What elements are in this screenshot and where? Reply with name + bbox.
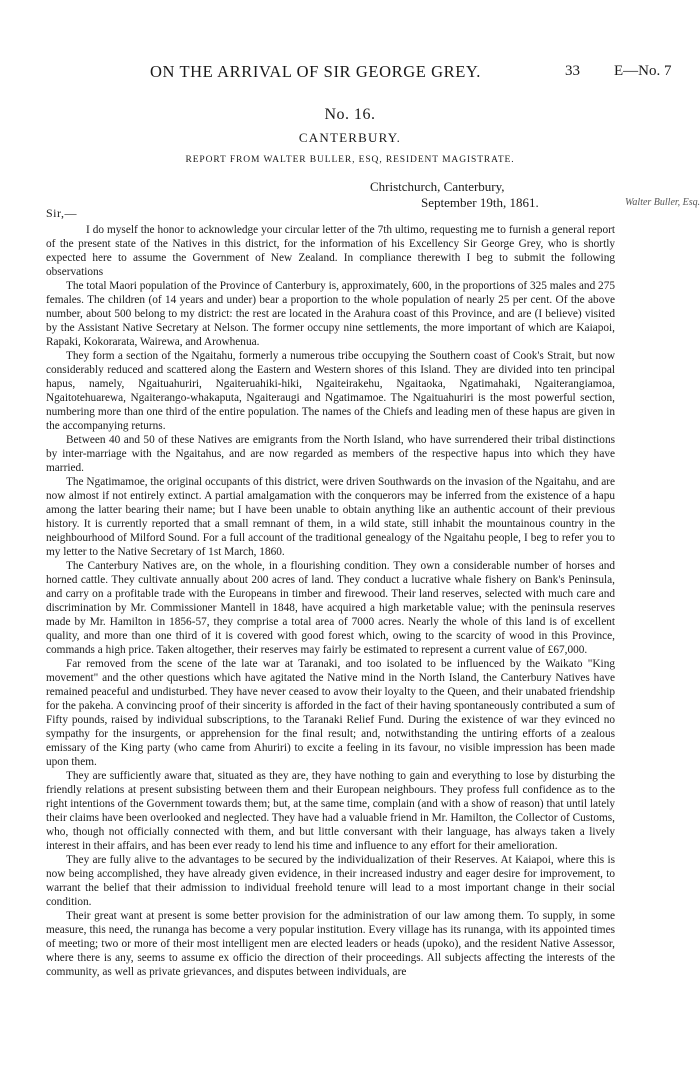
paragraph: They are fully alive to the advantages to be secured by the individualization of their Reserves. At Kaiapoi, where this is now being accomplished, they have already given evidence, in their increased industry and eager desire for improvement, to warrant the belief that their admission to individual freehold tenure will lead to a most important change in their social condition. (46, 854, 615, 908)
dateline-place: Christchurch, Canterbury, (370, 179, 505, 194)
paragraph: The total Maori population of the Province of Canterbury is, approximately, 600, in the proportions of 325 males and 275 females. The children (of 14 years and under) bear a proportion to the whole population of nearly 25 per cent. Of the above number, about 500 belong to my district: the rest are located in the Arahura coast of this Province, and are (I believe) visited by the Assistant Native Secretary at Nelson. The former occupy nine settlements, the more important of which are Kaiapoi, Rapaki, Kokorarata, Wairewa, and Arowhenua. (46, 280, 615, 348)
document-code: E—No. 7 (614, 63, 672, 79)
place-heading: CANTERBURY. (298, 130, 402, 145)
paragraph: Their great want at present is some better provision for the administration of our law among them. To supply, in some measure, this need, the runanga has become a very popular institution. Every village has its runanga, with its appointed times of meeting; two or more of their most intelligent men are elected leaders or heads (upoko), and the resident Native Assessor, where there is any, seems to assume ex officio the direction of their proceedings. All subjects affecting the interests of the community, as well as private grievances, and disputes between individuals, are (46, 910, 615, 978)
document-number: No. 16. (324, 106, 376, 123)
letter-body (46, 223, 615, 979)
dateline-date: September 19th, 1861. (421, 195, 539, 210)
paragraph: The Canterbury Natives are, on the whole, in a flourishing condition. They own a considerable number of horses and horned cattle. They cultivate annually about 200 acres of land. They conduct a lucrative whale fishery on Bank's Peninsula, and carry on a profitable trade with the Europeans in timber and firewood. Their land reserves, selected with much care and discrimination by Mr. Commissioner Mantell in 1848, have acquired a high marketable value; with the peninsula reserves made by Mr. Hamilton in 1856-57, they comprise a total area of 7000 acres. Nearly the whole of this land is of excellent quality, and more than one third of it is covered with good forest which, owing to the scarcity of wood in this Province, commands a high price. Taken altogether, their reserves may fairly be estimated to represent a current value of £67,000. (46, 560, 615, 656)
paragraph: They form a section of the Ngaitahu, formerly a numerous tribe occupying the Southern coast of Cook's Strait, but now considerably reduced and scattered along the Eastern and Western shores of this Island. They are divided into ten principal hapus, namely, Ngaituahuriri, Ngaiteruahiki-hiki, Ngaiteirakehu, Ngaitaoka, Ngatimahaki, Ngaiterangiamoa, Ngaitotehuarewa, Ngaiterango-whakaputa, Ngaiteraugi and Ngatimamoe. The Ngaituahuriri is the most powerful section, numbering more than one third of the entire population. The names of the Chiefs and leading men of these hapus are given in the accompanying returns. (46, 350, 615, 432)
paragraph: I do myself the honor to acknowledge your circular letter of the 7th ultimo, requesting me to furnish a general report of the present state of the Natives in this district, for the information of his Excellency Sir George Grey, who is shortly expected here to assume the Government of New Zealand. In compliance therewith I beg to submit the following observations (46, 224, 615, 278)
running-header (0, 62, 700, 92)
running-title: ON THE ARRIVAL OF SIR GEORGE GREY. (150, 62, 482, 81)
side-note: Walter Buller, Esq. (625, 197, 700, 208)
report-heading: REPORT FROM WALTER BULLER, ESQ, RESIDENT MAGISTRATE. (185, 155, 515, 165)
paragraph: The Ngatimamoe, the original occupants of this district, were driven Southwards on the invasion of the Ngaitahu, and are now almost if not entirely extinct. A partial amalgamation with the conquerors may be inferred from the existence of a hapu among the latter bearing their name; but I have been unable to obtain anything like an authentic account of their previous history. It is currently reported that a small remnant of them, in a wild state, still inhabit the mountainous country in the neighbourhood of Milford Sound. For a full account of the traditional genealogy of the Ngaitahu people, I beg to refer you to my letter to the Native Secretary of 1st March, 1860. (46, 476, 615, 558)
page-number: 33 (565, 63, 580, 79)
salutation: Sir,— (46, 206, 78, 220)
paragraph: Between 40 and 50 of these Natives are emigrants from the North Island, who have surrendered their tribal distinctions by inter-marriage with the Ngaitahus, and are now regarded as members of the respective hapus into which they have married. (46, 434, 615, 474)
paragraph: They are sufficiently aware that, situated as they are, they have nothing to gain and everything to lose by disturbing the friendly relations at present subsisting between them and their European neighbours. They profess full confidence as to the right intentions of the Government towards them; but, at the same time, complain (and with a show of reason) that until lately their claims have been overlooked and neglected. They have had a valuable friend in Mr. Hamilton, the Collector of Customs, who, though not officially connected with them, and but little conversant with their language, has always taken a lively interest in their affairs, and has been ever ready to lend his time and influence to any effort for their amelioration. (46, 770, 615, 852)
paragraph: Far removed from the scene of the late war at Taranaki, and too isolated to be influenced by the Waikato "King movement" and the other questions which have agitated the Native mind in the North Island, the Canterbury Natives have remained peaceful and undisturbed. They have never ceased to avow their loyalty to the Queen, and their unabated friendship for the pakeha. A convincing proof of their sincerity is afforded in the fact of their having spontaneously contributed a sum of Fifty pounds, raised by individual subscriptions, to the Taranaki Relief Fund. During the existence of war they evinced no sympathy for the insurgents, or apprehension for the final result; and, notwithstanding the untiring efforts of a zealous emissary of the King party (who came from Ahuriri) to excite a feeling in its favour, no visible impression has been made upon them. (46, 658, 615, 768)
